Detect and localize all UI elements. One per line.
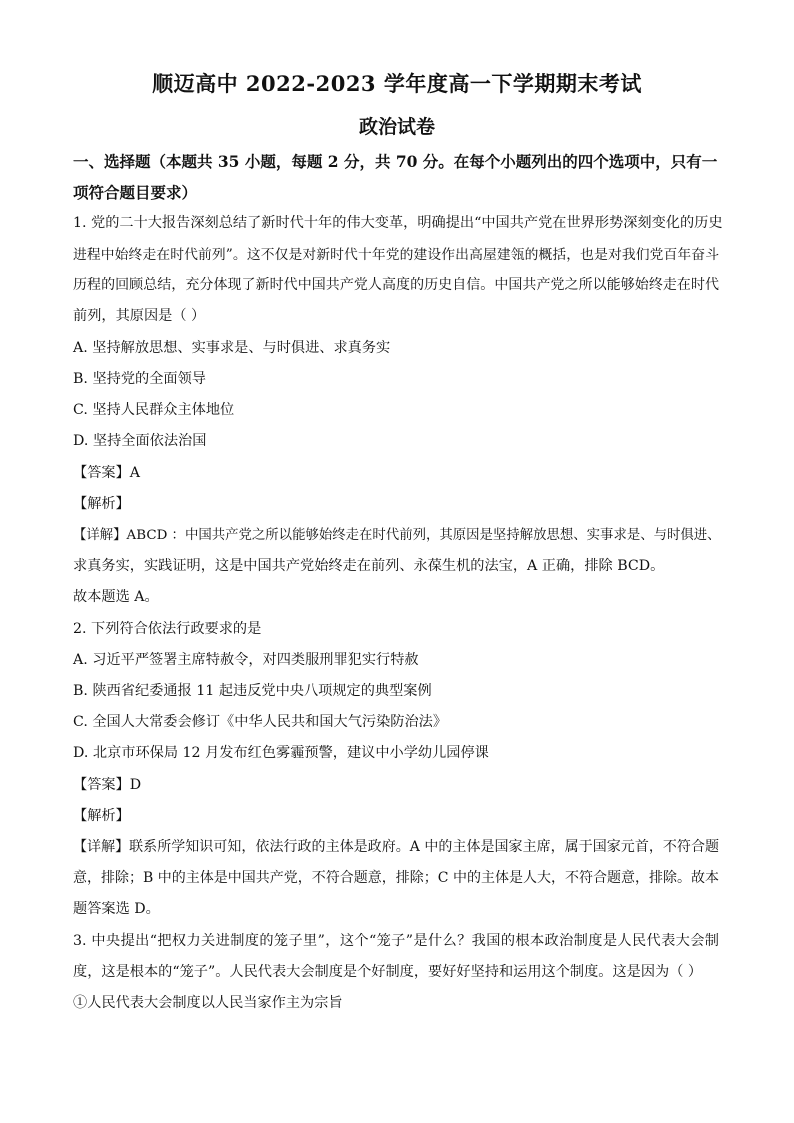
q2-detail-line1: 【详解】联系所学知识可知，依法行政的主体是政府。A 中的主体是国家主席，属于国家元首，不符合题 bbox=[73, 839, 719, 855]
q1-detail-line1: 【详解】ABCD ：中国共产党之所以能够始终走在时代前列，其原因是坚持解放思想、实事求是、与时俱进、 bbox=[73, 528, 721, 543]
section-heading-line2: 项符合题目要求） bbox=[73, 183, 198, 202]
q1-option-d: D. 坚持全面依法治国 bbox=[73, 433, 207, 449]
q1-stem-line4: 前列，其原因是（ ） bbox=[73, 308, 206, 324]
q2-detail-line3: 题答案选 D。 bbox=[73, 901, 160, 917]
q1-detail-line2: 求真务实，实践证明，这是中国共产党始终走在前列、永葆生机的法宝，A 正确，排除 BCD。 bbox=[73, 558, 665, 574]
q1-answer: 【答案】A bbox=[73, 465, 140, 481]
q1-option-b: B. 坚持党的全面领导 bbox=[73, 371, 206, 387]
q1-option-a: A. 坚持解放思想、实事求是、与时俱进、求真务实 bbox=[73, 340, 391, 356]
q2-stem: 2. 下列符合依法行政要求的是 bbox=[73, 621, 262, 637]
q2-option-a: A. 习近平严签署主席特赦令，对四类服刑罪犯实行特赦 bbox=[73, 652, 419, 668]
q3-stem-line1: 3. 中央提出“把权力关进制度的笼子里”，这个“笼子”是什么？我国的根本政治制度是人民代表大会制 bbox=[73, 933, 719, 949]
exam-subtitle: 政治试卷 bbox=[358, 116, 435, 138]
exam-title: 顺迈高中 2022-2023 学年度高一下学期期末考试 bbox=[152, 71, 642, 96]
q1-stem-line2: 进程中始终走在时代前列”。这不仅是对新时代十年党的建设作出高屋建瓴的概括，也是对我们党百年奋斗 bbox=[73, 247, 719, 263]
q2-option-c: C. 全国人大常委会修订《中华人民共和国大气污染防治法》 bbox=[73, 714, 448, 730]
q1-conclusion: 故本题选 A。 bbox=[73, 589, 159, 605]
q2-detail-line2: 意，排除；B 中的主体是中国共产党，不符合题意，排除；C 中的主体是人大，不符合题意，排除。故本 bbox=[73, 870, 719, 886]
q1-analysis-label: 【解析】 bbox=[73, 496, 130, 512]
q3-item-1: ①人民代表大会制度以人民当家作主为宗旨 bbox=[73, 995, 343, 1011]
section-heading-line1: 一、选择题（本题共 35 小题，每题 2 分，共 70 分。在每个小题列出的四个选项中，只有一 bbox=[73, 152, 718, 171]
q2-answer: 【答案】D bbox=[73, 777, 142, 793]
q1-option-c: C. 坚持人民群众主体地位 bbox=[73, 402, 235, 418]
q2-option-d: D. 北京市环保局 12 月发布红色雾霾预警，建议中小学幼儿园停课 bbox=[73, 745, 489, 761]
q2-analysis-label: 【解析】 bbox=[73, 808, 130, 824]
q1-stem-line3: 历程的回顾总结，充分体现了新时代中国共产党人高度的历史自信。中国共产党之所以能够始终走在时代 bbox=[73, 277, 719, 293]
q1-stem-line1: 1. 党的二十大报告深刻总结了新时代十年的伟大变革，明确提出“中国共产党在世界形势深刻变化的历史 bbox=[73, 215, 723, 231]
q3-stem-line2: 度，这是根本的“笼子”。人民代表大会制度是个好制度，要好好坚持和运用这个制度。这是因为（ ） bbox=[73, 964, 703, 980]
q2-option-b: B. 陕西省纪委通报 11 起违反党中央八项规定的典型案例 bbox=[73, 683, 432, 699]
